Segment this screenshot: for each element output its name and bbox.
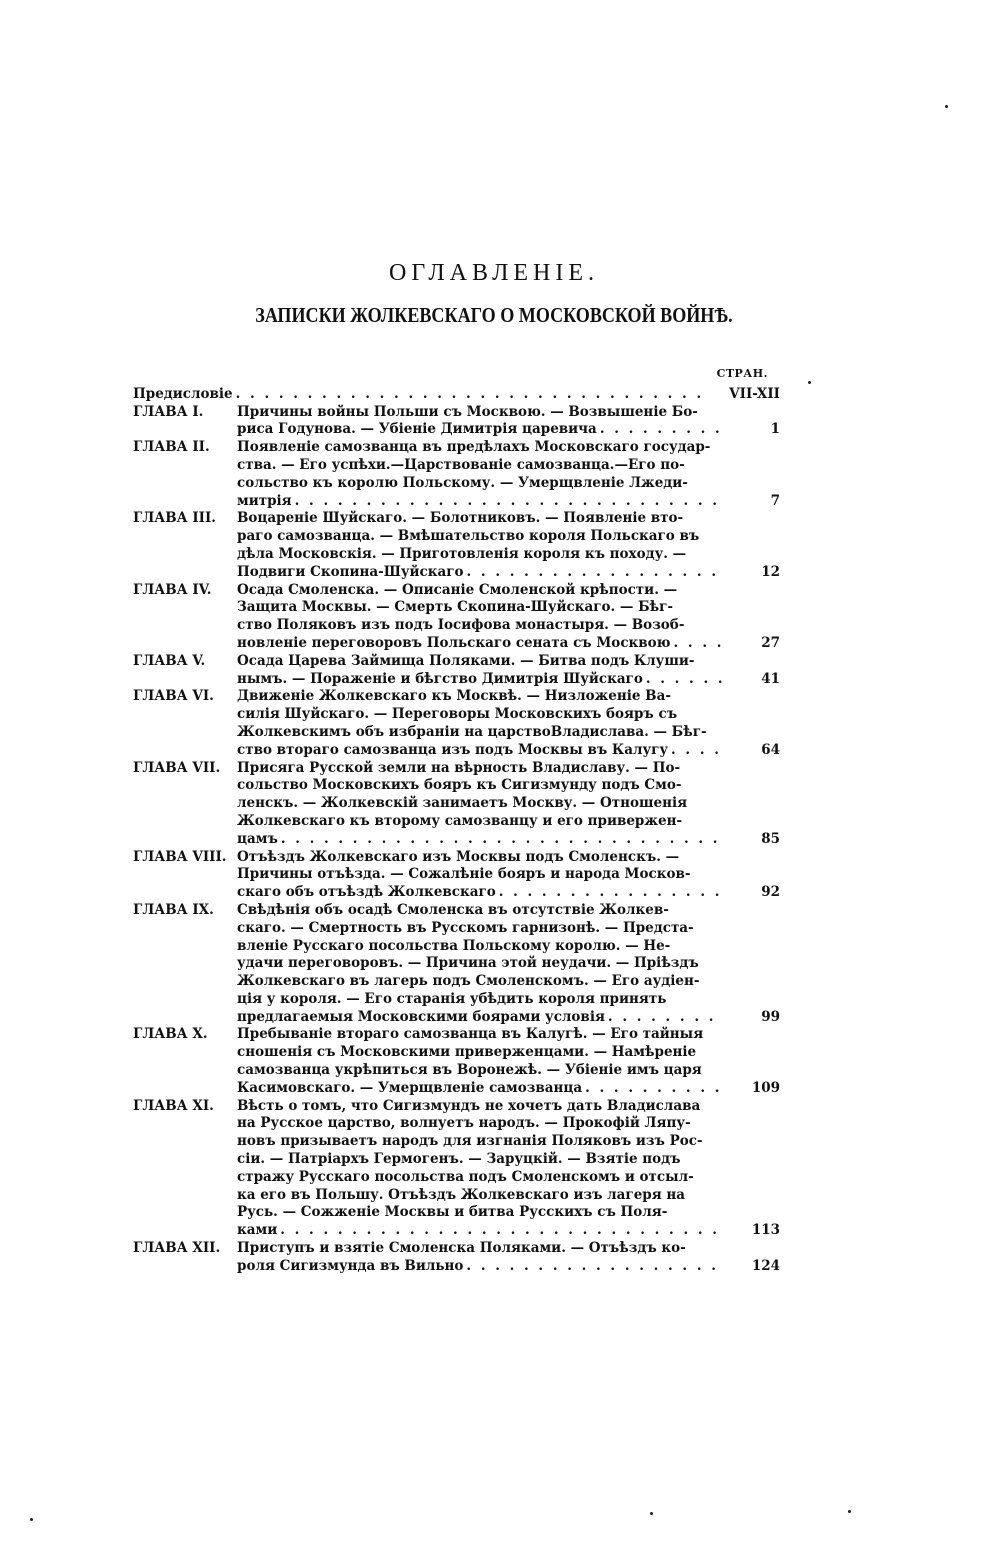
chapter-page-number: 113	[751, 1222, 780, 1239]
chapter-label: ГЛАВА V.	[133, 652, 206, 669]
chapter-text-line: вленіе Русскаго посольства Польскому королю. — Не-	[237, 937, 671, 954]
chapter-page-number: 7	[770, 492, 780, 509]
dot-leader	[463, 1258, 724, 1276]
chapter-page-number: 92	[761, 884, 780, 901]
chapter-text-line: риса Годунова. — Убіеніе Димитрія царевича	[237, 421, 597, 438]
chapter-page-number: 109	[751, 1079, 780, 1096]
chapter-entry	[133, 1098, 780, 1240]
dot-leader	[292, 493, 724, 511]
chapter-text-line: Причины войны Польши съ Москвою. — Возвышеніе Бо-	[237, 403, 698, 420]
chapter-text-line: Касимовскаго. — Умерщвленіе самозванца	[237, 1079, 583, 1096]
chapter-entry	[133, 582, 780, 653]
chapter-entry	[133, 1240, 780, 1276]
chapter-text-line: ство Поляковъ изъ подъ Іосифова монастыря. — Возоб-	[237, 617, 685, 634]
chapter-entry	[133, 653, 780, 689]
chapter-text-line: Подвиги Скопина-Шуйскаго	[237, 563, 464, 580]
chapter-text-line: новъ призываетъ народъ для изгнанія Поляковъ изъ Рос-	[237, 1133, 703, 1150]
chapter-entry	[133, 760, 780, 849]
chapter-text-line: ства. — Его успѣхи.—Царствованіе самозванца.—Его по-	[237, 456, 685, 473]
chapter-text-line: раго самозванца. — Вмѣшательство короля Польскаго въ	[237, 528, 700, 545]
chapter-text-line: сіи. — Патріархъ Гермогенъ. — Заруцкій. — Взятіе подъ	[237, 1151, 681, 1168]
chapter-page-number: 64	[761, 741, 780, 758]
dot-leader	[671, 635, 724, 653]
chapter-entry	[133, 1026, 780, 1097]
dot-leader	[643, 671, 724, 689]
chapter-text-line: скаго объ отъѣздѣ Жолкевскаго	[237, 884, 496, 901]
chapter-text-line: ство втораго самозванца изъ подъ Москвы въ Калугу	[237, 741, 669, 758]
chapter-label: ГЛАВА IV.	[133, 581, 212, 598]
chapter-text-line: Осада Смоленска. — Описаніе Смоленской крѣпости. —	[237, 581, 678, 598]
chapter-text-line: сольство къ королю Польскому. — Умерщвленіе Лжеди-	[237, 474, 688, 491]
chapter-text-line: роля Сигизмунда въ Вильно	[237, 1257, 464, 1274]
chapter-text-line: Причины отъѣзда. — Сожалѣніе бояръ и народа Москов-	[237, 866, 691, 883]
chapter-entry	[133, 849, 780, 902]
chapter-text-line: митрія	[237, 492, 292, 509]
chapter-text-line: силія Шуйскаго. — Переговоры Московскихъ бояръ съ	[237, 706, 678, 723]
chapter-page-number: 27	[761, 634, 780, 651]
dot-leader	[233, 386, 700, 404]
scan-speck	[808, 381, 811, 384]
chapter-label: ГЛАВА X.	[133, 1026, 208, 1043]
subtitle: ЗАПИСКИ ЖОЛКЕВСКАГО О МОСКОВСКОЙ ВОЙНѢ.	[255, 303, 733, 327]
chapter-entry	[133, 902, 780, 1027]
chapter-text-line: нымъ. — Пораженіе и бѣгство Димитрія Шуйскаго	[237, 670, 643, 687]
chapter-text-line: предлагаемыя Московскими боярами условія	[237, 1008, 605, 1025]
preface-label: Предисловіе	[133, 385, 233, 402]
chapter-entry	[133, 439, 780, 510]
chapter-text-line: скаго. — Смертность въ Русскомъ гарнизонѣ. — Предста-	[237, 919, 694, 936]
chapter-page-number: 41	[761, 670, 780, 687]
page-title: ОГЛАВЛЕНІЕ.	[388, 260, 600, 286]
dot-leader	[668, 742, 724, 760]
chapter-page-number: 85	[761, 830, 780, 847]
dot-leader	[277, 1222, 724, 1240]
chapter-page-number: 124	[751, 1257, 780, 1274]
chapter-text-line: Осада Царева Займища Поляками. — Битва подъ Клуши-	[237, 652, 695, 669]
chapter-text-line: Жолкевскаго къ второму самозванцу и его привержен-	[237, 812, 683, 829]
dot-leader	[496, 884, 724, 902]
chapter-text-line: Русь. — Сожженіе Москвы и битва Русскихъ съ Поля-	[237, 1204, 668, 1221]
chapter-label: ГЛАВА VII.	[133, 759, 221, 776]
dot-leader	[597, 421, 724, 439]
chapter-text-line: цамъ	[237, 830, 278, 847]
chapter-text-line: стражу Русскаго посольства подъ Смоленскомъ и отсыл-	[237, 1168, 694, 1185]
table-of-contents	[133, 365, 780, 1276]
dot-leader	[464, 564, 724, 582]
chapter-page-number: 12	[761, 563, 780, 580]
chapter-label: ГЛАВА XI.	[133, 1097, 214, 1114]
chapter-text-line: удачи переговоровъ. — Причина этой неудачи. — Пріѣздъ	[237, 955, 699, 972]
scan-speck	[848, 1510, 851, 1513]
chapter-text-line: на Русское царство, волнуетъ народъ. — Прокофій Ляпу-	[237, 1115, 691, 1132]
chapter-text-line: Отъѣздъ Жолкевскаго изъ Москвы подъ Смоленскъ. —	[237, 848, 680, 865]
scan-speck	[945, 105, 948, 108]
chapter-text-line: ками	[237, 1222, 278, 1239]
chapter-text-line: Приступъ и взятіе Смоленска Поляками. — Отъѣздъ ко-	[237, 1240, 686, 1257]
chapter-text-line: ленскъ. — Жолкевскій занимаетъ Москву. — Отношенія	[237, 795, 688, 812]
chapter-text-line: Жолкевскимъ объ избраніи на царствоВладислава. — Бѣг-	[237, 723, 707, 740]
chapter-label: ГЛАВА VIII.	[133, 848, 227, 865]
scan-speck	[30, 1518, 33, 1521]
chapter-text-line: Вѣсть о томъ, что Сигизмундъ не хочетъ дать Владислава	[237, 1097, 701, 1114]
chapter-label: ГЛАВА VI.	[133, 688, 214, 705]
chapter-page-number: 1	[770, 421, 780, 438]
page-column-header: СТРАН.	[716, 367, 768, 380]
scan-speck	[650, 1512, 653, 1515]
chapter-text-line: Защита Москвы. — Смерть Скопина-Шуйскаго. — Бѣг-	[237, 599, 673, 616]
chapter-label: ГЛАВА I.	[133, 403, 204, 420]
chapter-text-line: новленіе переговоровъ Польскаго сената съ Москвою	[237, 634, 671, 651]
chapter-text-line: Появленіе самозванца въ предѣлахъ Московскаго государ-	[237, 439, 711, 456]
chapter-entry	[133, 404, 780, 440]
chapter-text-line: Движеніе Жолкевскаго къ Москвѣ. — Низложеніе Ва-	[237, 688, 671, 705]
chapter-entry	[133, 688, 780, 759]
chapter-text-line: сношенія съ Московскими приверженцами. — Намѣреніе	[237, 1044, 697, 1061]
chapter-page-number: 99	[761, 1008, 780, 1025]
chapter-text-line: самозванца укрѣпиться въ Воронежѣ. — Убіеніе имъ царя	[237, 1062, 702, 1079]
dot-leader	[582, 1080, 724, 1098]
chapter-text-line: ка его въ Польшу. Отъѣздъ Жолкевскаго изъ лагеря на	[237, 1186, 686, 1203]
chapter-text-line: Жолкевскаго въ лагерь подъ Смоленскомъ. — Его аудіен-	[237, 973, 700, 990]
chapter-label: ГЛАВА XII.	[133, 1240, 221, 1257]
dot-leader	[278, 831, 724, 849]
chapter-label: ГЛАВА II.	[133, 439, 210, 456]
chapter-text-line: ція у короля. — Его старанія убѣдить короля принять	[237, 990, 667, 1007]
chapter-text-line: дѣла Московскія. — Приготовленія короля къ походу. —	[237, 545, 687, 562]
preface-pages: VII-XII	[729, 385, 780, 402]
dot-leader	[605, 1009, 724, 1027]
chapter-label: ГЛАВА IX.	[133, 901, 214, 918]
chapter-text-line: Воцареніе Шуйскаго. — Болотниковъ. — Появленіе вто-	[237, 510, 684, 527]
chapter-label: ГЛАВА III.	[133, 510, 217, 527]
preface-entry	[133, 386, 780, 404]
chapter-text-line: Пребываніе втораго самозванца въ Калугѣ. — Его тайныя	[237, 1026, 704, 1043]
chapter-text-line: Присяга Русской земли на вѣрность Владиславу. — По-	[237, 759, 681, 776]
chapter-entry	[133, 510, 780, 581]
chapter-text-line: сольство Московскихъ бояръ къ Сигизмунду подъ Смо-	[237, 777, 682, 794]
chapter-text-line: Свѣдѣнія объ осадѣ Смоленска въ отсутствіе Жолкев-	[237, 901, 669, 918]
